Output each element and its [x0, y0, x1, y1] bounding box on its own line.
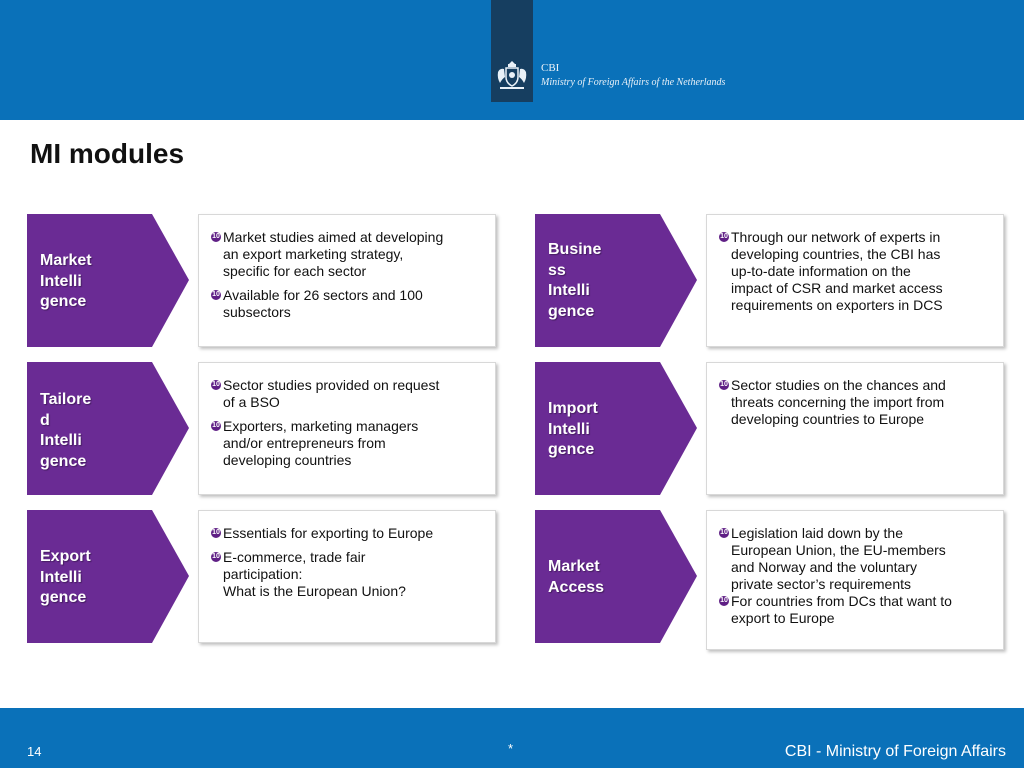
numbered-bullet-icon: 10: [720, 381, 728, 388]
numbered-bullet-icon: 10: [212, 381, 220, 388]
bullet-item: 10 For countries from DCs that want to export to Europe: [720, 593, 952, 626]
module-description-box: [198, 214, 496, 347]
module-chevron-business-intelligence: [535, 214, 697, 347]
module-label: Market Intelli gence: [40, 252, 92, 310]
module-description-box: [198, 362, 496, 495]
module-description-box: [706, 510, 1004, 650]
footer-center-mark: *: [508, 741, 514, 756]
module-description-box: [706, 214, 1004, 347]
numbered-bullet-icon: 10: [212, 291, 220, 298]
footer-organization: CBI - Ministry of Foreign Affairs: [784, 743, 1006, 760]
page-title: MI modules: [30, 138, 185, 169]
numbered-bullet-icon: 10: [212, 422, 220, 429]
module-description-box: [706, 362, 1004, 495]
bullet-item: 10 Available for 26 sectors and 100 subsectors: [212, 287, 423, 320]
bullet-item: 10 Essentials for exporting to Europe: [212, 525, 434, 541]
numbered-bullet-icon: 10: [212, 233, 220, 240]
module-label: Market Access: [548, 558, 605, 596]
module-label: Export Intelli gence: [40, 548, 91, 606]
module-label: Tailore d Intelli gence: [40, 391, 92, 470]
bullet-item: 10 Exporters, marketing managers and/or entrepreneurs from developing countries: [212, 418, 419, 468]
module-chevron-export-intelligence: [27, 510, 189, 643]
footer-bar: [0, 708, 1024, 768]
bullet-item: 10 Through our network of experts in developing countries, the CBI has up-to-date information on the impact of CSR and market access requirements on exporters in DCS: [720, 229, 943, 313]
bullet-item: 10 Market studies aimed at developing an export marketing strategy, specific for each sector: [212, 229, 444, 279]
module-label: Busine ss Intelli gence: [548, 241, 602, 320]
bullet-item: 10 Legislation laid down by the European Union, the EU-members and Norway and the voluntary private sector’s requirements: [720, 525, 946, 592]
module-chevron-import-intelligence: [535, 362, 697, 495]
numbered-bullet-icon: 10: [720, 529, 728, 536]
bullet-item: 10 Sector studies provided on request of a BSO: [212, 377, 440, 410]
module-chevron-tailored-intelligence: [27, 362, 189, 495]
org-abbreviation: CBI: [541, 62, 560, 74]
numbered-bullet-icon: 10: [212, 553, 220, 560]
page-number: 14: [27, 744, 42, 759]
numbered-bullet-icon: 10: [212, 529, 220, 536]
module-chevron-market-intelligence: [27, 214, 189, 347]
module-description-box: [198, 510, 496, 643]
numbered-bullet-icon: 10: [720, 233, 728, 240]
logo-strip: [491, 0, 533, 102]
module-label: Import Intelli gence: [548, 400, 598, 458]
header-bar: [0, 0, 1024, 120]
bullet-item: 10 E-commerce, trade fair participation: What is the European Union?: [212, 549, 406, 599]
numbered-bullet-icon: 10: [720, 597, 728, 604]
org-name: Ministry of Foreign Affairs of the Netherlands: [541, 77, 726, 88]
module-chevron-market-access: [535, 510, 697, 643]
royal-coat-of-arms-icon: [495, 58, 529, 92]
bullet-item: 10 Sector studies on the chances and threats concerning the import from developing countries to Europe: [720, 377, 946, 427]
